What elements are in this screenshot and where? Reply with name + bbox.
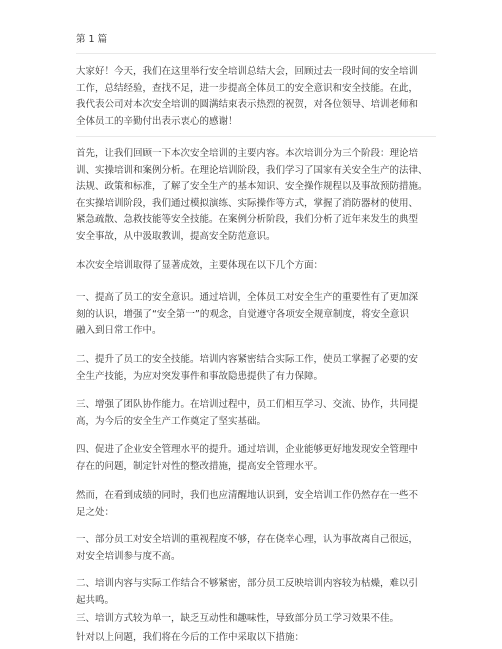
paragraph-issue-3: [76, 611, 436, 628]
text-line: 然而，在看到成绩的同时，我们也应清醒地认识到，安全培训工作仍然存在一些不: [76, 490, 419, 501]
text-line: 我代表公司对本次安全培训的圆满结束表示热烈的祝贺，对各位领导、培训老师和: [76, 99, 419, 110]
text-line: 法规、政策和标准，了解了安全生产的基本知识、安全操作规程以及事故预防措施。: [76, 181, 428, 192]
text-line: 三、增强了团队协作能力。在培训过程中，员工们相互学习、交流、协作，共同提: [76, 399, 419, 410]
section-heading: 第 1 篇: [76, 34, 108, 45]
text-line: 首先，让我们回顾一下本次安全培训的主要内容。本次培训分为三个阶段：理论培: [76, 148, 419, 159]
paragraph-results-intro: [76, 258, 436, 275]
text-line: 全体员工的辛勤付出表示衷心的感谢！: [76, 115, 238, 127]
text-line: 训、实操培训和案例分析。在理论培训阶段，我们学习了国家有关安全生产的法律、: [76, 164, 428, 176]
text-line: 二、培训内容与实际工作结合不够紧密，部分员工反映培训内容较为枯燥，难以引: [76, 578, 419, 589]
paragraph-intro: [76, 64, 436, 130]
paragraph-point-2: [76, 352, 436, 385]
text-line: 融入到日常工作中。: [76, 325, 162, 336]
text-line: 高，为今后的安全生产工作奠定了坚实基础。: [76, 415, 267, 427]
text-line: 紧急疏散、急救技能等安全技能。在案例分析阶段，我们分析了近年来发生的典型: [76, 214, 419, 225]
paragraph-review: [76, 146, 436, 245]
paragraph-divider: [76, 136, 436, 137]
text-line: 存在的问题，制定针对性的整改措施，提高安全管理水平。: [76, 460, 324, 472]
text-line: 本次安全培训取得了显著成效，主要体现在以下几个方面：: [76, 260, 324, 271]
text-line: 全生产技能，为应对突发事件和事故隐患提供了有力保障。: [76, 370, 324, 382]
text-line: 一、提高了员工的安全意识。通过培训，全体员工对安全生产的重要性有了更加深: [76, 292, 419, 303]
text-line: 工作，总结经验，查找不足，进一步提高全体员工的安全意识和安全技能。在此，: [76, 82, 419, 94]
text-line: 三、培训方式较为单一，缺乏互动性和趣味性，导致部分员工学习效果不佳。: [76, 613, 400, 624]
text-line: 在实操培训阶段，我们通过模拟演练、实际操作等方式，掌握了消防器材的使用、: [76, 197, 419, 209]
text-line: 四、促进了企业安全管理水平的提升。通过培训，企业能够更好地发现安全管理中: [76, 444, 419, 455]
paragraph-issue-2: [76, 576, 436, 609]
paragraph-point-4: [76, 442, 436, 475]
text-line: 一、部分员工对安全培训的重视程度不够，存在侥幸心理，认为事故离自己很远，: [76, 534, 419, 545]
heading-divider: [76, 53, 436, 54]
text-line: 针对以上问题，我们将在今后的工作中采取以下措施：: [76, 632, 305, 643]
text-line: 刻的认识，增强了“安全第一”的观念，自觉遵守各项安全规章制度，将安全意识: [76, 308, 409, 320]
paragraph-issue-1: [76, 532, 436, 565]
text-line: 起共鸣。: [76, 594, 115, 606]
text-line: 大家好！今天，我们在这里举行安全培训总结大会，回顾过去一段时间的安全培训: [76, 66, 419, 77]
text-line: 安全事故，从中汲取教训，提高安全防范意识。: [76, 230, 276, 242]
paragraph-measures-intro: [76, 630, 436, 647]
paragraph-shortcomings-intro: [76, 488, 436, 521]
text-line: 对安全培训参与度不高。: [76, 550, 181, 562]
paragraph-point-3: [76, 397, 436, 430]
text-line: 足之处：: [76, 506, 115, 518]
text-line: 二、提升了员工的安全技能。培训内容紧密结合实际工作，使员工掌握了必要的安: [76, 354, 419, 365]
paragraph-point-1: [76, 290, 436, 340]
